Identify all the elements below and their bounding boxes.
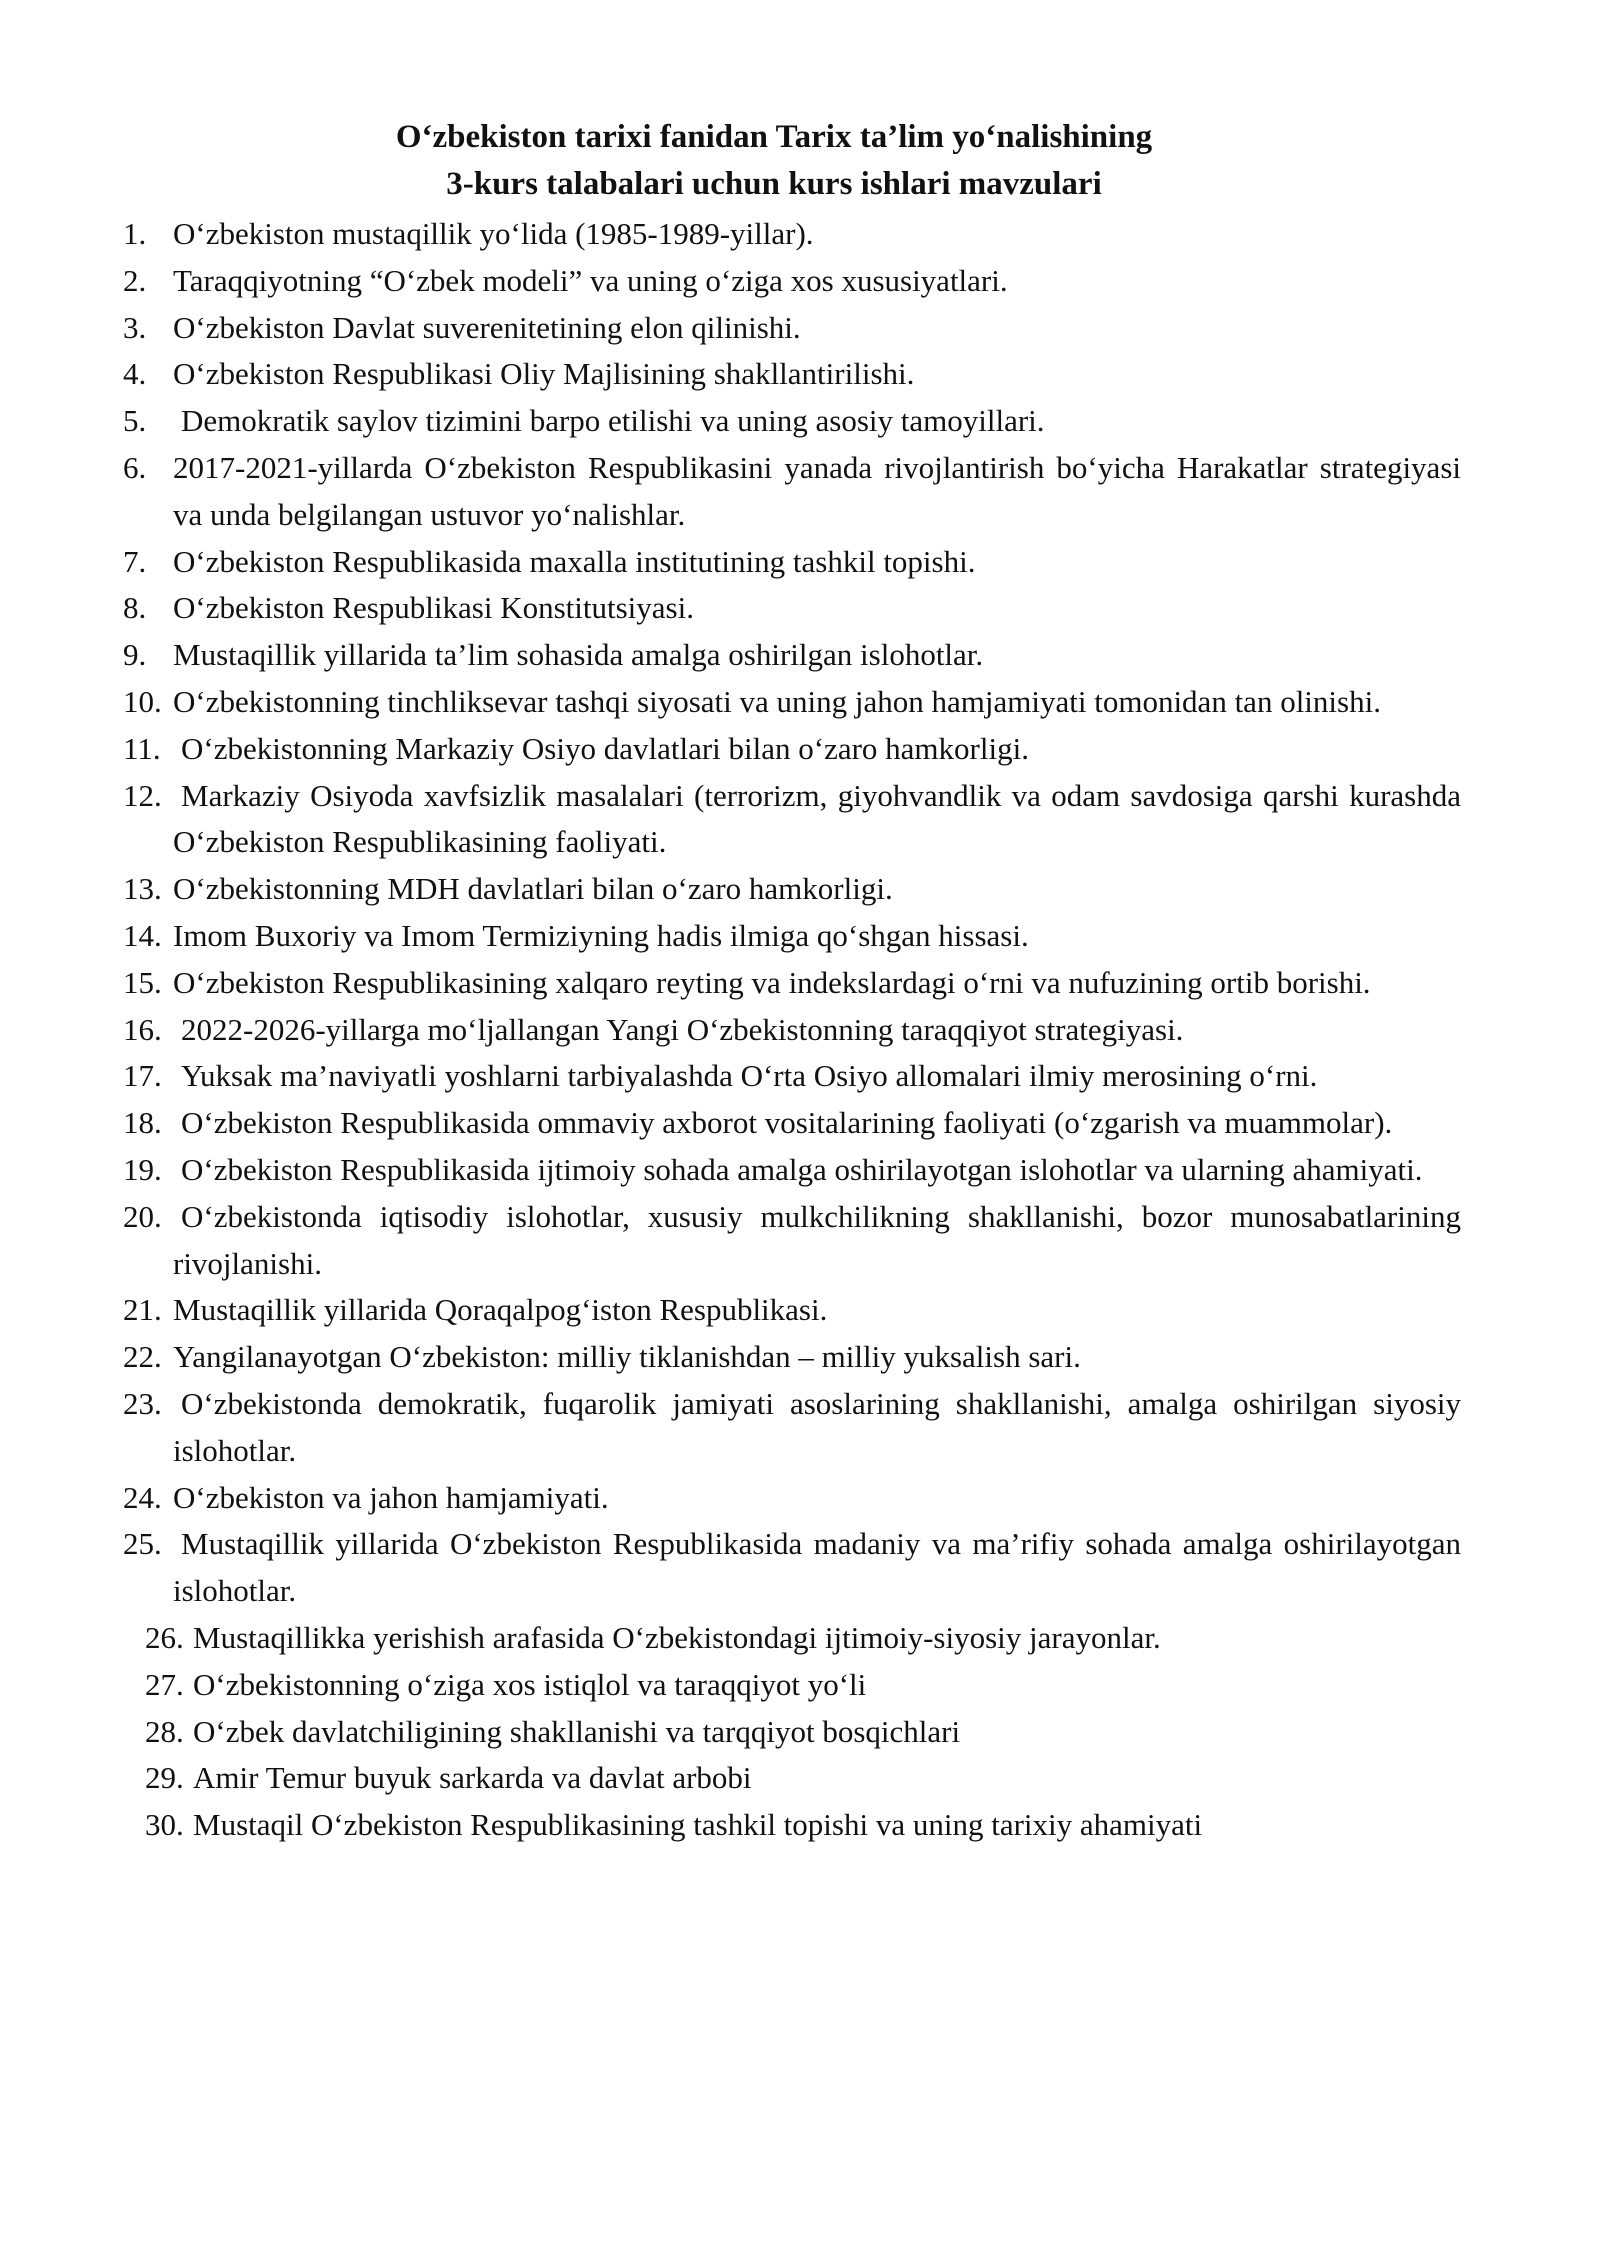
topic-number: 23.: [123, 1385, 162, 1421]
topic-text: O‘zbekistonda iqtisodiy islohotlar, xususiy mulkchilikning shakllanishi, bozor munosabatlarining rivojlanishi.: [173, 1198, 1461, 1281]
topic-item-12: [0, 773, 1600, 867]
topic-number: 12.: [123, 777, 162, 813]
topic-text: O‘zbekistonning Markaziy Osiyo davlatlari bilan o‘zaro hamkorligi.: [181, 730, 1029, 766]
topic-text: O‘zbekiston Davlat suverenitetining elon qilinishi.: [173, 309, 801, 345]
topic-number: 16.: [123, 1011, 162, 1047]
topic-text: O‘zbekiston Respublikasida ijtimoiy sohada amalga oshirilayotgan islohotlar va ularning ahamiyati.: [181, 1151, 1423, 1187]
topic-text: O‘zbekiston Respublikasida ommaviy axborot vositalarining faoliyati (o‘zgarish va muammolar).: [181, 1105, 1393, 1141]
topic-text: O‘zbekistonning MDH davlatlari bilan o‘zaro hamkorligi.: [173, 871, 893, 907]
topic-number: 14.: [123, 917, 162, 953]
topic-number: 15.: [123, 964, 162, 1000]
topic-number: 8.: [123, 590, 147, 626]
topic-item-10: [0, 679, 1600, 726]
topic-item-30: [0, 1802, 1600, 1849]
topic-number: 26.: [145, 1619, 184, 1655]
topic-text: O‘zbekiston Respublikasining xalqaro reyting va indekslardagi o‘rni va nufuzining ortib borishi.: [173, 964, 1371, 1000]
topic-item-21: [0, 1287, 1600, 1334]
topic-number: 30.: [145, 1807, 184, 1843]
topic-number: 24.: [123, 1479, 162, 1515]
topic-text: O‘zbekiston Respublikasi Oliy Majlisining shakllantirilishi.: [173, 356, 915, 392]
topic-item-1: [0, 211, 1600, 258]
topic-number: 19.: [123, 1151, 162, 1187]
topic-text: Mustaqillik yillarida ta’lim sohasida amalga oshirilgan islohotlar.: [173, 637, 984, 673]
topic-item-3: [0, 305, 1600, 352]
topic-number: 7.: [123, 543, 147, 579]
topic-item-13: [0, 866, 1600, 913]
topic-number: 6.: [123, 449, 147, 485]
topic-text: O‘zbekiston Respublikasi Konstitutsiyasi.: [173, 590, 694, 626]
topic-item-7: [0, 539, 1600, 586]
topic-number: 3.: [123, 309, 147, 345]
topic-number: 13.: [123, 871, 162, 907]
document-title-line-1: O‘zbekiston tarixi fanidan Tarix ta’lim yo‘nalishining: [395, 119, 1153, 155]
topic-number: 5.: [123, 403, 147, 439]
topic-number: 27.: [145, 1666, 184, 1702]
topic-item-2: [0, 258, 1600, 305]
topic-text: Markaziy Osiyoda xavfsizlik masalalari (terrorizm, giyohvandlik va odam savdosiga qarshi kurashda O‘zbekiston Respublikasining faoliyati.: [173, 777, 1461, 860]
topic-text: 2017-2021-yillarda O‘zbekiston Respublikasini yanada rivojlantirish bo‘yicha Harakatlar strategiyasi va unda belgilangan ustuvor yo‘nalishlar.: [173, 449, 1461, 532]
topic-item-4: [0, 351, 1600, 398]
topic-text: Imom Buxoriy va Imom Termiziyning hadis ilmiga qo‘shgan hissasi.: [173, 917, 1029, 953]
topic-item-25: [0, 1521, 1600, 1615]
topic-item-16: [0, 1007, 1600, 1054]
topic-item-28: [0, 1709, 1600, 1756]
topic-text: Taraqqiyotning “O‘zbek modeli” va uning o‘ziga xos xususiyatlari.: [173, 262, 1008, 298]
topic-text: Mustaqil O‘zbekiston Respublikasining tashkil topishi va uning tarixiy ahamiyati: [193, 1807, 1203, 1843]
topic-text: Yangilanayotgan O‘zbekiston: milliy tiklanishdan – milliy yuksalish sari.: [173, 1339, 1081, 1375]
topic-text: O‘zbekiston Respublikasida maxalla institutining tashkil topishi.: [173, 543, 976, 579]
topic-number: 22.: [123, 1339, 162, 1375]
topic-item-9: [0, 632, 1600, 679]
topic-item-18: [0, 1100, 1600, 1147]
topic-text: 2022-2026-yillarga mo‘ljallangan Yangi O‘zbekistonning taraqqiyot strategiyasi.: [181, 1011, 1184, 1047]
topic-text: Mustaqillik yillarida Qoraqalpog‘iston Respublikasi.: [173, 1292, 828, 1328]
topic-item-24: [0, 1475, 1600, 1522]
topic-item-29: [0, 1755, 1600, 1802]
topic-number: 29.: [145, 1760, 184, 1796]
topic-number: 18.: [123, 1105, 162, 1141]
topic-number: 25.: [123, 1526, 162, 1562]
topic-item-26: [0, 1615, 1600, 1662]
topic-number: 1.: [123, 216, 147, 251]
topic-number: 28.: [145, 1713, 184, 1749]
topic-item-23: [0, 1381, 1600, 1475]
topic-number: 17.: [123, 1058, 162, 1094]
topic-item-19: [0, 1147, 1600, 1194]
topic-item-17: [0, 1053, 1600, 1100]
topic-text: O‘zbekiston va jahon hamjamiyati.: [173, 1479, 609, 1515]
topic-text: O‘zbekistonning o‘ziga xos istiqlol va taraqqiyot yo‘li: [193, 1666, 867, 1702]
topic-number: 4.: [123, 356, 147, 392]
topic-number: 11.: [123, 730, 161, 766]
topic-number: 10.: [123, 683, 162, 719]
topic-number: 20.: [123, 1198, 162, 1234]
topic-item-5: [0, 398, 1600, 445]
topic-text: O‘zbek davlatchiligining shakllanishi va tarqqiyot bosqichlari: [193, 1713, 961, 1749]
topic-item-15: [0, 960, 1600, 1007]
topic-text: Demokratik saylov tizimini barpo etilishi va uning asosiy tamoyillari.: [181, 403, 1045, 439]
topic-item-27: [0, 1662, 1600, 1709]
topic-item-20: [0, 1194, 1600, 1288]
topic-text: O‘zbekistonda demokratik, fuqarolik jamiyati asoslarining shakllanishi, amalga oshirilgan siyosiy islohotlar.: [173, 1385, 1461, 1468]
topic-number: 21.: [123, 1292, 162, 1328]
topic-number: 9.: [123, 637, 147, 673]
topic-list: [0, 211, 1600, 1849]
topic-item-8: [0, 585, 1600, 632]
topic-text: Mustaqillikka yerishish arafasida O‘zbekistondagi ijtimoiy-siyosiy jarayonlar.: [193, 1619, 1161, 1655]
topic-text: O‘zbekistonning tinchliksevar tashqi siyosati va uning jahon hamjamiyati tomonidan tan olinishi.: [173, 683, 1381, 719]
topic-item-22: [0, 1334, 1600, 1381]
topic-item-14: [0, 913, 1600, 960]
topic-item-6: [0, 445, 1600, 539]
topic-text: Mustaqillik yillarida O‘zbekiston Respublikasida madaniy va ma’rifiy sohada amalga oshirilayotgan islohotlar.: [173, 1526, 1461, 1609]
topic-number: 2.: [123, 262, 147, 298]
topic-item-11: [0, 726, 1600, 773]
topic-text: Amir Temur buyuk sarkarda va davlat arbobi: [193, 1760, 752, 1796]
topic-text: Yuksak ma’naviyatli yoshlarni tarbiyalashda O‘rta Osiyo allomalari ilmiy merosining o‘rni.: [181, 1058, 1318, 1094]
document-title-line-2: 3-kurs talabalari uchun kurs ishlari mavzulari: [446, 166, 1102, 202]
topic-text: O‘zbekiston mustaqillik yo‘lida (1985-1989-yillar).: [173, 216, 814, 251]
